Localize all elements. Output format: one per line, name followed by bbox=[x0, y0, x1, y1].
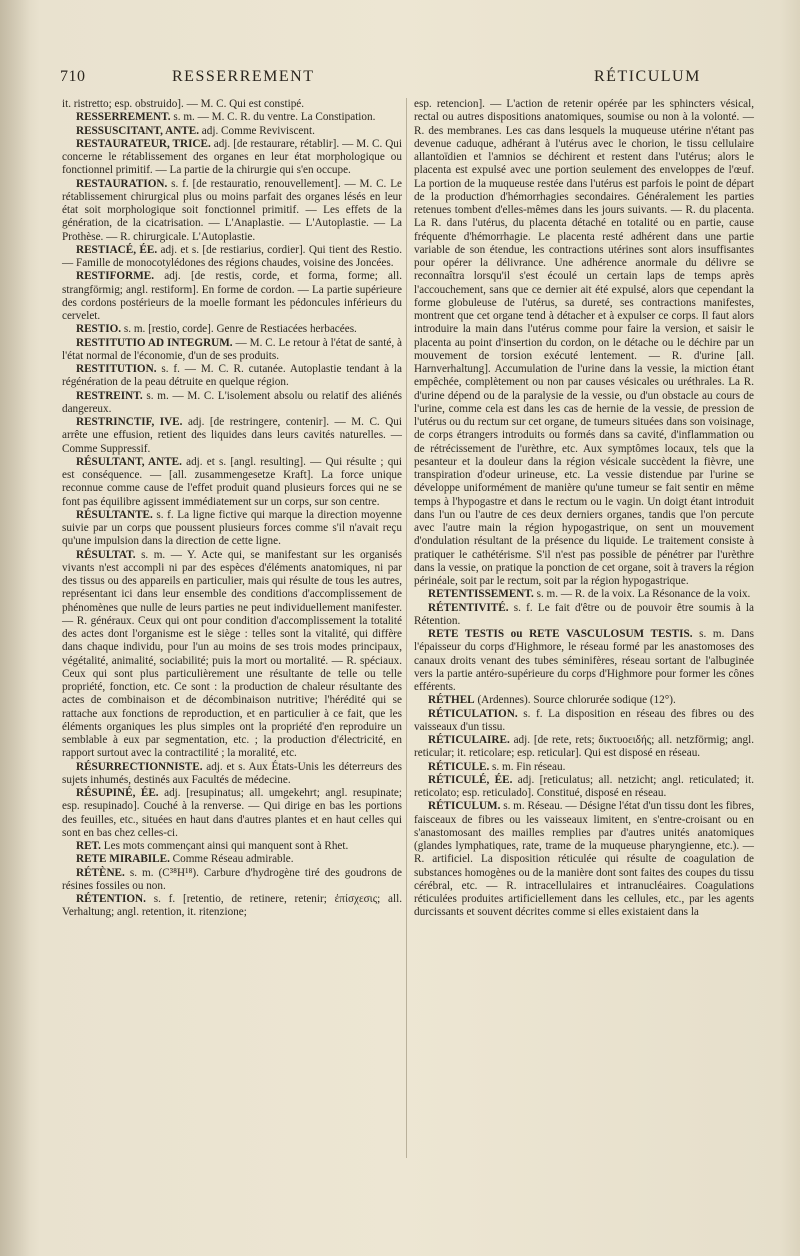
right-column bbox=[414, 98, 754, 920]
dictionary-entry bbox=[414, 628, 754, 694]
entry-definition: s. m. (C³⁸H¹⁸). Carbure d'hydrogène tiré des goudrons de résines fossiles ou non. bbox=[62, 866, 402, 892]
entry-definition: s. m. — Y. Acte qui, se manifestant sur les organisés vivants n'est accompli ni par des espèces d'éléments anatomiques, ni par des tissus ou des appareils en particulier, mais qui résulte de tous les autres, représentant ici dans leur ensemble des conditions d'accomplissement de phénomènes que nulle de leurs parties ne peut individuellement manifester. — R. généraux. Ceux qui ont pour condition d'accomplissement la totalité des actes dont l'organisme est le siège : telles sont la vitalité, qui diffère dans chaque individu, pour l'un au moins de ses trois modes principaux, végétalité, animalité, sociabilité; puis la mort ou mortalité. — R. spéciaux. Ceux qui sont plus particulièrement une résultante de telle ou telle propriété, fonction, etc. Ce sont : la production de chaleur résultante des actes de combinaison et de décombinaison nutritive; l'hérédité qui se rattache aux fonctions de reproduction, et en particulier à ce fait, que les éléments organiques les plus simples ont la propriété d'en reproduire un semblable à eux par segmentation, etc. ; la production d'électricité, en rapport surtout avec la contractilité ; la moralité, etc. bbox=[62, 548, 403, 760]
entry-definition: (Ardennes). Source chlorurée sodique (12°). bbox=[477, 694, 676, 707]
entry-definition: s. m. — R. de la voix. La Résonance de la voix. bbox=[536, 588, 751, 601]
entry-headword: RESTRINCTIF, IVE. bbox=[76, 416, 183, 428]
dictionary-entry bbox=[62, 337, 402, 364]
dictionary-entry bbox=[62, 98, 402, 111]
entry-definition: adj. [resupinatus; all. umgekehrt; angl. resupinate; esp. resupinado]. Couché à la renverse. — Qui dirige en bas les portions des feuilles, etc., situées en haut dans d'autres plantes et en haut celles qui sont en bas chez celles-ci. bbox=[62, 787, 403, 839]
dictionary-entry bbox=[414, 774, 754, 801]
entry-headword: RETE MIRABILE. bbox=[76, 853, 170, 866]
entry-definition: adj. et s. [angl. resulting]. — Qui résulte ; qui est conséquence. — [all. zusammengesetze Kraft]. La force unique reconnue comme cause de l'effet produit quand plusieurs forces qui ne se font pas équilibre agissent immédiatement sur un corps, sur son centre. bbox=[62, 455, 402, 508]
entry-headword: RESTIFORME. bbox=[76, 270, 155, 283]
column-divider bbox=[406, 98, 407, 1158]
entry-definition: s. m. Réseau. — Désigne l'état d'un tissu dont les fibres, faisceaux de fibres ou les vaisseaux limitent, en s'entre-croisant ou en s'anastomosant des mailles remplies par d'autres unités anatomiques (glandes lymphatiques, rate, trame de la muqueuse pharyngienne, etc.). — R. artificiel. La disposition réticulée qui résulte de coagulation de substances homogènes ou de la manière dont sont faites des coupes du tissu cérébral, etc. — R. intracellulaires et intranucléaires. Coagulations réticulées produites artificiellement dans les cellules, etc., par les agents durcissants et souvent décrites comme si elles existaient dans la bbox=[414, 800, 755, 919]
entry-headword: RESTAURATEUR, TRICE. bbox=[76, 137, 211, 150]
dictionary-entry bbox=[414, 602, 754, 629]
dictionary-entry bbox=[62, 178, 402, 244]
dictionary-entry bbox=[414, 708, 754, 735]
entry-definition: it. ristretto; esp. obstruido]. — M. C. Qui est constipé. bbox=[62, 98, 305, 110]
dictionary-entry bbox=[62, 840, 402, 853]
entry-headword: RÉSULTANTE. bbox=[76, 508, 153, 521]
dictionary-entry bbox=[62, 787, 402, 840]
entry-definition: adj. [de restringere, contenir]. — M. C. Qui arrête une effusion, retient des liquides dans leurs cavités naturelles. — Comme Suppressif. bbox=[62, 416, 403, 455]
right-running-head: RÉTICULUM bbox=[594, 68, 701, 85]
dictionary-entry bbox=[62, 125, 402, 138]
entry-headword: RESTREINT. bbox=[76, 389, 143, 402]
dictionary-entry bbox=[414, 694, 754, 707]
entry-definition: adj. [de restis, corde, et forma, forme; all. strangförmig; angl. restiform]. En forme de cordon. — La partie supérieure des cordons postérieurs de la moelle formant les pédoncules inférieurs du cervelet. bbox=[62, 270, 403, 322]
entry-headword: RESTITUTION. bbox=[76, 363, 157, 375]
dictionary-entry bbox=[62, 761, 402, 788]
dictionary-entry bbox=[62, 363, 402, 390]
entry-headword: RÉTICULATION. bbox=[428, 707, 518, 720]
entry-definition: adj. [de restaurare, rétablir]. — M. C. Qui concerne le rétablissement des organes en leur état morphologique ou fonctionnel primitif. — La partie de la chirurgie qui s'en occupe. bbox=[62, 137, 403, 177]
entry-definition: s. f. — M. C. R. cutanée. Autoplastie tendant à la régénération de la peau détruite en quelque région. bbox=[62, 363, 403, 389]
entry-headword: RÉTICULUM. bbox=[428, 800, 501, 813]
entry-definition: s. m. [restio, corde]. Genre de Restiacées herbacées. bbox=[123, 323, 357, 336]
entry-headword: RÉTENTIVITÉ. bbox=[428, 601, 509, 614]
dictionary-entry bbox=[62, 111, 402, 124]
dictionary-entry bbox=[62, 893, 402, 920]
entry-headword: RESSUSCITANT, ANTE. bbox=[76, 124, 199, 137]
entry-definition: s. f. La ligne fictive qui marque la direction moyenne suivie par un corps que poussent plusieurs forces comme s'il n'avait reçu qu'une impulsion dans la direction de cette ligne. bbox=[62, 508, 402, 548]
dictionary-entry bbox=[62, 416, 402, 456]
dictionary-entry bbox=[414, 588, 754, 601]
entry-definition: s. m. — M. C. L'isolement absolu ou relatif des aliénés dangereux. bbox=[62, 389, 403, 415]
left-running-head: RESSERREMENT bbox=[172, 68, 315, 85]
entry-headword: RÉSUPINÉ, ÉE. bbox=[76, 787, 159, 799]
entry-definition: s. m. — M. C. R. du ventre. La Constipation. bbox=[173, 111, 376, 124]
dictionary-entry bbox=[62, 867, 402, 894]
entry-headword: RESTITUTIO AD INTEGRUM. bbox=[76, 336, 233, 349]
dictionary-entry bbox=[62, 244, 402, 271]
entry-headword: RESTIACÉ, ÉE. bbox=[76, 243, 158, 256]
entry-headword: RÉSURRECTIONNISTE. bbox=[76, 760, 203, 773]
page-edge-shadow bbox=[0, 0, 30, 1256]
entry-definition: — M. C. Le retour à l'état de santé, à l'état normal de l'économie, d'un de ses produits. bbox=[62, 336, 403, 362]
entry-headword: RÉSULTANT, ANTE. bbox=[76, 455, 182, 468]
entry-headword: RÉTÈNE. bbox=[76, 866, 125, 879]
entry-headword: RESTIO. bbox=[76, 323, 122, 336]
page-number: 710 bbox=[60, 68, 86, 85]
entry-headword: RETE TESTIS ou RETE VASCULOSUM TESTIS. bbox=[428, 628, 693, 640]
entry-definition: Les mots commençant ainsi qui manquent sont à Rhet. bbox=[103, 840, 349, 852]
entry-definition: s. f. [retentio, de retinere, retenir; ἐπίσχεσις; all. Verhaltung; angl. retention, it. ritenzione; bbox=[62, 893, 402, 919]
dictionary-entry bbox=[414, 761, 754, 774]
entry-definition: s. f. La disposition en réseau des fibres ou des vaisseaux d'un tissu. bbox=[414, 707, 755, 733]
entry-headword: RÉTICULAIRE. bbox=[428, 734, 510, 746]
dictionary-entry bbox=[62, 138, 402, 178]
entry-definition: s. f. [de restauratio, renouvellement]. — M. C. Le rétablissement chirurgical plus ou moins parfait des organes lésés en leur état soit morphologique soit fonctionnel primitif. — Les effets de la génération, de la cicatrisation. — L'Anaplastie. — L'Autoplastie. — La Prothèse. — R. chirurgicale. L'Autoplastie. bbox=[62, 177, 402, 243]
entry-definition: s. m. Dans l'épaisseur du corps d'Highmore, le réseau formé par les anastomoses des canaux droits venant des tubes séminifères, réseau sortant de l'albuginée vers la partie antéro-supérieure du corps d'Highmore pour former les cônes efférents. bbox=[414, 628, 754, 693]
entry-definition: adj. [reticulatus; all. netzicht; angl. reticulated; it. reticolato; esp. reticulado]. Constitué, disposé en réseau. bbox=[414, 773, 754, 799]
entry-headword: RESTAURATION. bbox=[76, 177, 168, 190]
entry-headword: RÉTHEL bbox=[428, 694, 475, 707]
entry-definition: s. m. Fin réseau. bbox=[492, 760, 566, 773]
entry-definition: Comme Réseau admirable. bbox=[172, 853, 294, 866]
entry-definition: s. f. Le fait d'être ou de pouvoir être soumis à la Rétention. bbox=[414, 601, 754, 627]
dictionary-entry bbox=[62, 390, 402, 417]
dictionary-entry bbox=[414, 98, 754, 588]
entry-definition: adj. et s. Aux États-Unis les déterreurs des sujets inhumés, destinés aux Facultés de médecine. bbox=[62, 760, 402, 786]
entry-definition: adj. Comme Reviviscent. bbox=[201, 124, 315, 137]
dictionary-entry bbox=[62, 549, 402, 761]
entry-headword: RÉSULTAT. bbox=[76, 548, 136, 561]
entry-definition: adj. et s. [de restiarius, cordier]. Qui tient des Restio. — Famille de monocotylédones des régions chaudes, voisine des Joncées. bbox=[62, 243, 403, 269]
entry-definition: adj. [de rete, rets; δικτυοειδής; all. netzförmig; angl. reticular; it. reticolare; esp. reticular]. Qui est disposé en réseau. bbox=[414, 734, 755, 760]
dictionary-entry bbox=[414, 800, 754, 919]
dictionary-entry bbox=[62, 270, 402, 323]
running-header bbox=[56, 68, 748, 92]
entry-headword: RÉTENTION. bbox=[76, 893, 146, 905]
entry-headword: RÉTICULÉ, ÉE. bbox=[428, 773, 513, 786]
dictionary-entry bbox=[62, 853, 402, 866]
dictionary-entry bbox=[62, 456, 402, 509]
entry-headword: RETENTISSEMENT. bbox=[428, 588, 534, 601]
dictionary-entry bbox=[414, 734, 754, 761]
entry-headword: RET. bbox=[76, 840, 101, 852]
left-column bbox=[62, 98, 402, 920]
dictionary-entry bbox=[62, 509, 402, 549]
entry-headword: RÉTICULE. bbox=[428, 760, 490, 773]
entry-definition: esp. retencion]. — L'action de retenir opérée par les sphincters vésical, rectal ou autres dispositions anatomiques, soumise ou non à la volonté. — R. des membranes. Les cas dans lesquels la muqueuse utérine n'étant pas devenue caduque, adhérant à l'utérus avec le chorion, le tissu cellulaire allantoïdien et l'amnios se déchirent et restent dans l'utérus; alors le placenta est expulsé avec une portion seulement des enveloppes de l'œuf. La portion de la muqueuse restée dans l'utérus est parfois le point de départ de la production d'hémorrhagies secondaires. Généralement les parties retenues tombent d'elles-mêmes dans les jours suivants. — R. du placenta. La R. dans l'utérus, du placenta détaché en totalité ou en partie, cause fréquente d'hémorrhagie. Le placenta resté adhérent dans une partie variable de son étendue, les contractions utérines sont alors insuffisantes pour opérer la délivrance. Une adhérence anormale du délivre se reconnaîtra lorsqu'il s'est écoulé un certain laps de temps après l'accouchement, sans que ce dernier ait été expulsé, alors que cependant la forme globuleuse de l'utérus, sa dureté, ses contractions manifestes, montrent que cet organe tend à détacher et à expulser ce corps. Il faut alors introduire la main dans l'utérus comme pour faire la version, et saisir le placenta au point d'insertion du cordon, on le détache ou le déchire par un mouvement de torsion exécuté lentement. — R. d'urine [all. Harnverhaltung]. Accumulation de l'urine dans la vessie, la miction étant empêchée, complètement ou non par causes vésicales ou uréthrales. La R. d'urine dépend ou de la paralysie de la vessie, ou d'un obstacle au cours de l'urine, comme cela est dans les cas de hernie de la vessie, de pression de l'utérus ou du rectum sur cet organe, de tumeurs situées dans son voisinage, de corps étrangers introduits ou formés dans sa cavité, d'inflammation ou de rétrécissement de l'urèthre, etc. Aux symptômes locaux, tels que la pesanteur et la douleur dans la région vésicale succèdent la fièvre, une transpiration d'odeur urineuse, etc. La vessie distendue par l'urine se développe uniformément de manière qu'une tumeur se fait sentir en même temps à l'hypogastre et dans le rectum ou le vagin. Un doigt étant introduit dans l'un ou l'autre de ces deux derniers organes, tandis que l'on percute avec l'autre main la région hypogastrique, on sent un mouvement d'ondulation résultant de la présence du liquide. Le traitement consiste à pratiquer le cathétérisme. S'il n'est pas possible de pénétrer par l'urèthre dans la vessie, on pratique la ponction de cet organe, soit à travers la région périnéale, soit par le rectum, soit par la région hypogastrique. bbox=[414, 98, 754, 587]
entry-headword: RESSERREMENT. bbox=[76, 111, 171, 124]
dictionary-entry bbox=[62, 323, 402, 336]
